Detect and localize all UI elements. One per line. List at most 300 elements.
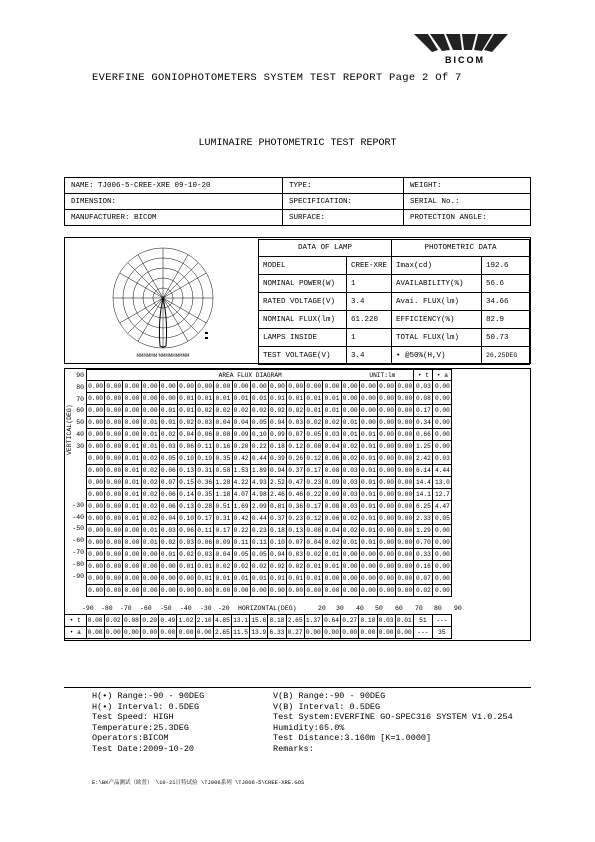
flux-cell: 0.00 [378, 477, 396, 489]
vertical-axis-label: VERTICAL(DEG) [66, 404, 73, 455]
sum-cell: 0.03 [377, 615, 395, 627]
flux-cell: 0.47 [287, 477, 305, 489]
row-sum-a: 13.0 [433, 477, 452, 489]
flux-cell: 0.01 [359, 501, 377, 513]
flux-cell: 0.10 [177, 513, 195, 525]
sum-cell: 0.00 [177, 627, 195, 639]
flux-cell: 0.01 [196, 573, 214, 585]
flux-cell: 0.02 [305, 549, 323, 561]
flux-cell: 0.37 [287, 465, 305, 477]
sum-cell: 0.02 [104, 615, 122, 627]
sum-cell: 35 [432, 627, 451, 639]
flux-cell: 0.00 [396, 501, 414, 513]
flux-cell: 0.00 [123, 585, 141, 597]
polar-caption: MMMMMM MMMMMMMMM [136, 353, 190, 358]
flux-cell: 0.01 [341, 417, 359, 429]
photo-key: Imax(cd) [392, 257, 482, 275]
sum-cell: --- [413, 627, 432, 639]
photo-key: EFFICIENCY(%) [392, 311, 482, 329]
flux-cell: 0.01 [232, 393, 250, 405]
flux-cell: 0.00 [196, 381, 214, 393]
flux-cell: 0.00 [105, 465, 123, 477]
flux-cell: 0.01 [123, 501, 141, 513]
flux-cell: 0.35 [196, 489, 214, 501]
flux-cell: 2.52 [268, 477, 286, 489]
photo-value: 82.9 [482, 311, 530, 329]
row-sum-t: 0.34 [414, 417, 433, 429]
v-tick-label: -90 [72, 572, 84, 580]
lamp-value: CREE-XRE [347, 257, 392, 275]
info-cell: MANUFACTURER: BICOM [65, 210, 283, 226]
v-tick-label: -60 [72, 537, 84, 545]
flux-cell: 0.00 [378, 405, 396, 417]
flux-cell: 0.02 [159, 429, 177, 441]
row-sum-a: 4.47 [433, 501, 452, 513]
lamp-data-table [258, 239, 530, 365]
area-flux-table [86, 369, 452, 597]
flux-cell: 0.04 [214, 417, 232, 429]
flux-cell: 1.18 [214, 489, 232, 501]
flux-cell: 0.01 [341, 537, 359, 549]
photo-key: TOTAL FLUX(lm) [392, 329, 482, 347]
row-sum-a: 12.7 [433, 489, 452, 501]
flux-cell: 0.00 [105, 393, 123, 405]
flux-cell: 0.12 [305, 453, 323, 465]
row-sum-t: 1.29 [414, 525, 433, 537]
table-row [259, 347, 530, 365]
sum-cell: 51 [413, 615, 432, 627]
flux-cell: 0.00 [396, 405, 414, 417]
flux-cell: 0.00 [105, 477, 123, 489]
row-sum-t: 0.33 [414, 549, 433, 561]
sum-cell: 0.08 [122, 615, 140, 627]
flux-cell: 0.04 [268, 417, 286, 429]
flux-cell: 0.03 [341, 501, 359, 513]
flux-cell: 0.44 [250, 513, 268, 525]
flux-cell: 0.07 [287, 429, 305, 441]
flux-cell: 0.00 [287, 381, 305, 393]
flux-cell: 0.00 [378, 429, 396, 441]
info-cell: PROTECTION ANGLE: [404, 210, 531, 226]
flux-cell: 0.44 [250, 453, 268, 465]
flux-cell: 0.00 [123, 561, 141, 573]
flux-cell: 0.01 [359, 537, 377, 549]
flux-cell: 0.00 [396, 429, 414, 441]
flux-cell: 0.03 [159, 441, 177, 453]
flux-cell: 0.01 [250, 573, 268, 585]
flux-cell: 0.01 [305, 393, 323, 405]
flux-cell: 0.00 [87, 393, 105, 405]
flux-cell: 0.00 [105, 405, 123, 417]
row-sum-t: 0.17 [414, 405, 433, 417]
flux-cell: 0.00 [123, 405, 141, 417]
sum-cell: 0.01 [395, 615, 413, 627]
info-table [64, 177, 531, 226]
flux-cell: 0.01 [177, 393, 195, 405]
flux-cell: 0.12 [305, 513, 323, 525]
flux-cell: 0.00 [378, 465, 396, 477]
sum-cell: 0.49 [159, 615, 177, 627]
flux-cell: 0.01 [196, 561, 214, 573]
photo-value: 50.73 [482, 329, 530, 347]
flux-cell: 0.10 [177, 453, 195, 465]
flux-cell: 0.02 [250, 405, 268, 417]
flux-cell: 0.17 [305, 501, 323, 513]
flux-cell: 4.98 [250, 489, 268, 501]
table-row [87, 525, 452, 537]
flux-cell: 0.02 [177, 417, 195, 429]
sum-cell: 1.37 [304, 615, 322, 627]
table-row [65, 194, 531, 210]
flux-cell: 0.36 [287, 501, 305, 513]
h-tick-label: HORIZONTAL(DEG) [238, 605, 297, 612]
flux-cell: 0.04 [214, 549, 232, 561]
flux-cell: 0.02 [141, 477, 159, 489]
sum-row-label: • t [65, 615, 87, 627]
h-tick-label: -80 [101, 605, 113, 612]
footer-humidity: Humidity:65.0% [273, 722, 345, 733]
flux-cell: 0.04 [268, 549, 286, 561]
flux-cell: 0.01 [359, 489, 377, 501]
flux-cell: 0.00 [341, 405, 359, 417]
photo-key: • @50%(H,V) [392, 347, 482, 365]
flux-cell: 0.00 [87, 417, 105, 429]
flux-cell: 0.00 [159, 585, 177, 597]
lamp-header: DATA OF LAMP [259, 240, 392, 257]
flux-cell: 0.01 [214, 573, 232, 585]
flux-cell: 0.04 [232, 417, 250, 429]
flux-cell: 0.01 [123, 489, 141, 501]
flux-cell: 0.00 [141, 381, 159, 393]
sum-cell: 0.27 [286, 627, 304, 639]
flux-cell: 0.11 [232, 537, 250, 549]
sum-cell: 6.33 [268, 627, 286, 639]
flux-cell: 0.09 [268, 429, 286, 441]
flux-cell: 0.00 [105, 441, 123, 453]
table-row [87, 513, 452, 525]
lamp-key: TEST VOLTAGE(V) [259, 347, 347, 365]
flux-cell: 0.02 [268, 561, 286, 573]
polar-diagram [68, 240, 248, 360]
flux-cell: 0.28 [196, 501, 214, 513]
flux-cell: 0.02 [323, 417, 341, 429]
flux-cell: 0.94 [268, 465, 286, 477]
flux-cell: 0.46 [287, 489, 305, 501]
flux-cell: 0.00 [87, 513, 105, 525]
flux-cell: 0.00 [268, 381, 286, 393]
table-row [87, 429, 452, 441]
flux-cell: 0.03 [159, 525, 177, 537]
flux-cell: 0.01 [341, 429, 359, 441]
flux-cell: 0.01 [141, 525, 159, 537]
sum-cell: 4.85 [213, 615, 231, 627]
row-sum-a: 0.05 [433, 513, 452, 525]
photo-value: 26,25DEG [482, 347, 530, 365]
table-row [87, 585, 452, 597]
flux-cell: 0.06 [159, 465, 177, 477]
flux-cell: 0.05 [232, 549, 250, 561]
flux-cell: 0.00 [105, 573, 123, 585]
flux-cell: 0.22 [305, 489, 323, 501]
flux-cell: 0.08 [305, 525, 323, 537]
row-sum-t: 0.07 [414, 573, 433, 585]
row-sum-a: 0.00 [433, 405, 452, 417]
flux-cell: 0.09 [323, 477, 341, 489]
flux-cell: 0.00 [396, 453, 414, 465]
h-tick-label: -70 [120, 605, 132, 612]
flux-cell: 0.01 [305, 405, 323, 417]
flux-cell: 0.00 [250, 585, 268, 597]
table-row [87, 537, 452, 549]
table-row [87, 465, 452, 477]
flux-cell: 0.01 [123, 441, 141, 453]
flux-cell: 0.00 [159, 393, 177, 405]
flux-cell: 0.18 [268, 525, 286, 537]
info-cell: DIMENSION: [65, 194, 283, 210]
flux-cell: 0.02 [141, 489, 159, 501]
flux-cell: 0.02 [177, 549, 195, 561]
v-tick-label: 70 [76, 395, 84, 403]
flux-cell: 0.03 [196, 417, 214, 429]
flux-cell: 0.11 [250, 537, 268, 549]
flux-cell: 0.00 [123, 381, 141, 393]
flux-cell: 0.00 [105, 453, 123, 465]
flux-cell: 0.02 [141, 513, 159, 525]
table-row [87, 441, 452, 453]
flux-cell: 0.36 [196, 477, 214, 489]
v-tick-label: 50 [76, 419, 84, 427]
flux-cell: 0.17 [196, 513, 214, 525]
flux-cell: 0.00 [105, 585, 123, 597]
flux-cell: 0.04 [323, 525, 341, 537]
flux-cell: 4.22 [232, 477, 250, 489]
flux-cell: 0.00 [341, 393, 359, 405]
flux-cell: 0.00 [359, 549, 377, 561]
flux-cell: 0.00 [105, 525, 123, 537]
flux-cell: 0.00 [378, 489, 396, 501]
row-sum-t: 0.70 [414, 537, 433, 549]
flux-cell: 0.02 [268, 405, 286, 417]
sum-cell: 11.5 [232, 627, 250, 639]
flux-cell: 0.01 [268, 393, 286, 405]
bicom-logo [408, 30, 523, 66]
sum-cell: 0.00 [377, 627, 395, 639]
h-tick-label: -20 [218, 605, 230, 612]
row-sum-t: 0.16 [414, 561, 433, 573]
v-tick-label: 90 [76, 372, 84, 379]
flux-cell: 1.28 [214, 477, 232, 489]
logo-text: BICOM [445, 55, 485, 65]
flux-cell: 0.00 [105, 429, 123, 441]
flux-cell: 0.12 [287, 441, 305, 453]
flux-cell: 0.22 [250, 441, 268, 453]
flux-cell: 0.07 [159, 477, 177, 489]
table-row [87, 549, 452, 561]
flux-cell: 0.00 [359, 417, 377, 429]
flux-cell: 0.03 [341, 489, 359, 501]
flux-cell: 0.00 [105, 381, 123, 393]
flux-cell: 0.02 [323, 537, 341, 549]
flux-cell: 0.02 [341, 453, 359, 465]
flux-cell: 0.00 [87, 453, 105, 465]
footer-test-distance: Test Distance:3.160m [K=1.0000] [273, 733, 432, 743]
flux-cell: 0.02 [141, 465, 159, 477]
flux-cell: 0.00 [214, 585, 232, 597]
flux-cell: 0.02 [250, 561, 268, 573]
flux-cell: 0.01 [323, 393, 341, 405]
flux-cell: 0.06 [323, 453, 341, 465]
flux-cell: 0.26 [287, 453, 305, 465]
sum-cell: 13.1 [232, 615, 250, 627]
flux-cell: 0.00 [105, 489, 123, 501]
flux-cell: 0.00 [396, 549, 414, 561]
table-row [259, 293, 530, 311]
flux-cell: 0.00 [359, 381, 377, 393]
v-tick-label: -70 [72, 549, 84, 556]
flux-cell: 0.01 [123, 477, 141, 489]
flux-cell: 0.00 [177, 381, 195, 393]
flux-cell: 0.00 [177, 573, 195, 585]
flux-cell: 0.08 [323, 501, 341, 513]
sum-cell: 13.9 [250, 627, 268, 639]
flux-cell: 0.00 [177, 585, 195, 597]
table-row [65, 178, 531, 194]
flux-cell: 0.00 [141, 561, 159, 573]
flux-cell: 0.51 [214, 501, 232, 513]
flux-cell: 0.20 [232, 441, 250, 453]
flux-cell: 0.00 [396, 489, 414, 501]
flux-cell: 0.13 [177, 465, 195, 477]
row-sum-t: 14.1 [414, 489, 433, 501]
flux-cell: 0.01 [159, 405, 177, 417]
sum-cell: 0.27 [341, 615, 359, 627]
flux-cell: 0.09 [232, 429, 250, 441]
flux-cell: 0.04 [323, 441, 341, 453]
flux-cell: 0.00 [123, 573, 141, 585]
flux-cell: 0.00 [105, 537, 123, 549]
table-row [259, 257, 530, 275]
flux-cell: 0.02 [341, 525, 359, 537]
flux-cell: 0.39 [268, 453, 286, 465]
h-tick-label: 70 [415, 605, 423, 612]
flux-cell: 0.02 [232, 561, 250, 573]
h-tick-label: -60 [140, 605, 152, 612]
v-tick-label: -50 [72, 525, 84, 533]
flux-cell: 0.00 [378, 585, 396, 597]
flux-title: AREA FLUX DIAGRAM [218, 371, 282, 379]
footer-right [273, 691, 513, 754]
row-sum-a: 4.44 [433, 465, 452, 477]
flux-cell: 0.00 [359, 393, 377, 405]
flux-cell: 0.16 [214, 441, 232, 453]
flux-cell: 0.01 [305, 561, 323, 573]
flux-cell: 1.53 [232, 465, 250, 477]
report-header: EVERFINE GONIOPHOTOMETERS SYSTEM TEST REPORT Page 2 Of 7 [92, 72, 462, 84]
h-tick-label: -90 [82, 605, 94, 612]
row-sum-t: 14.4 [414, 477, 433, 489]
divider [64, 687, 531, 688]
flux-cell: 0.00 [87, 573, 105, 585]
footer-operators: Operators:BICOM [92, 733, 169, 743]
h-tick-label: 20 [318, 605, 326, 612]
flux-cell: 0.00 [359, 561, 377, 573]
flux-cell: 0.02 [305, 417, 323, 429]
flux-cell: 0.06 [159, 489, 177, 501]
flux-cell: 0.00 [341, 573, 359, 585]
sum-row [65, 615, 452, 627]
flux-cell: 0.00 [123, 429, 141, 441]
flux-cell: 0.02 [341, 513, 359, 525]
flux-cell: 0.00 [359, 573, 377, 585]
flux-cell: 0.04 [177, 429, 195, 441]
h-tick-label: 60 [395, 605, 403, 612]
flux-cell: 0.01 [250, 393, 268, 405]
photometric-header: PHOTOMETRIC DATA [392, 240, 530, 257]
flux-cell: 0.00 [159, 573, 177, 585]
flux-cell: 0.00 [250, 381, 268, 393]
flux-cell: 0.00 [87, 525, 105, 537]
lamp-key: NOMINAL FLUX(lm) [259, 311, 347, 329]
flux-cell: 0.58 [214, 465, 232, 477]
flux-cell: 0.02 [214, 405, 232, 417]
sum-cell: 0.20 [141, 615, 159, 627]
table-row [87, 453, 452, 465]
flux-cell: 0.00 [396, 477, 414, 489]
footer-temperature: Temperature:25.3DEG [92, 722, 189, 733]
flux-cell: 0.03 [287, 549, 305, 561]
footer-test-date: Test Date:2009-10-20 [92, 743, 195, 754]
col-a-header: • a [433, 370, 452, 381]
flux-cell: 0.00 [87, 489, 105, 501]
flux-cell: 0.02 [141, 501, 159, 513]
table-row [87, 393, 452, 405]
lamp-key: RATED VOLTAGE(V) [259, 293, 347, 311]
flux-cell: 0.08 [214, 429, 232, 441]
flux-cell: 0.17 [305, 465, 323, 477]
flux-cell: 0.00 [87, 465, 105, 477]
flux-cell: 0.01 [359, 513, 377, 525]
flux-cell: 2.46 [268, 489, 286, 501]
flux-cell: 0.35 [214, 453, 232, 465]
v-tick-label: -80 [72, 560, 84, 568]
table-row [259, 311, 530, 329]
flux-cell: 0.00 [87, 561, 105, 573]
flux-cell: 2.09 [250, 501, 268, 513]
lamp-value: 1 [347, 275, 392, 293]
photo-value: 192.6 [482, 257, 530, 275]
row-sum-t: 0.08 [414, 393, 433, 405]
flux-cell: 0.00 [159, 381, 177, 393]
flux-cell: 0.00 [359, 405, 377, 417]
h-tick-label: 80 [434, 605, 442, 612]
flux-cell: 4.93 [250, 477, 268, 489]
sum-cell: 0.00 [195, 627, 213, 639]
table-row [65, 210, 531, 226]
flux-cell: 0.07 [287, 537, 305, 549]
flux-cell: 0.00 [159, 561, 177, 573]
flux-cell: 0.06 [196, 537, 214, 549]
lamp-value: 3.4 [347, 347, 392, 365]
flux-cell: 0.23 [305, 477, 323, 489]
lamp-value: 61.220 [347, 311, 392, 329]
flux-cell: 0.01 [141, 537, 159, 549]
sum-cell: 0.00 [86, 627, 104, 639]
flux-cell: 0.00 [396, 393, 414, 405]
flux-cell: 0.09 [323, 489, 341, 501]
flux-cell: 0.00 [378, 393, 396, 405]
flux-cell: 0.00 [87, 501, 105, 513]
flux-unit: UNIT:lm [369, 371, 396, 379]
